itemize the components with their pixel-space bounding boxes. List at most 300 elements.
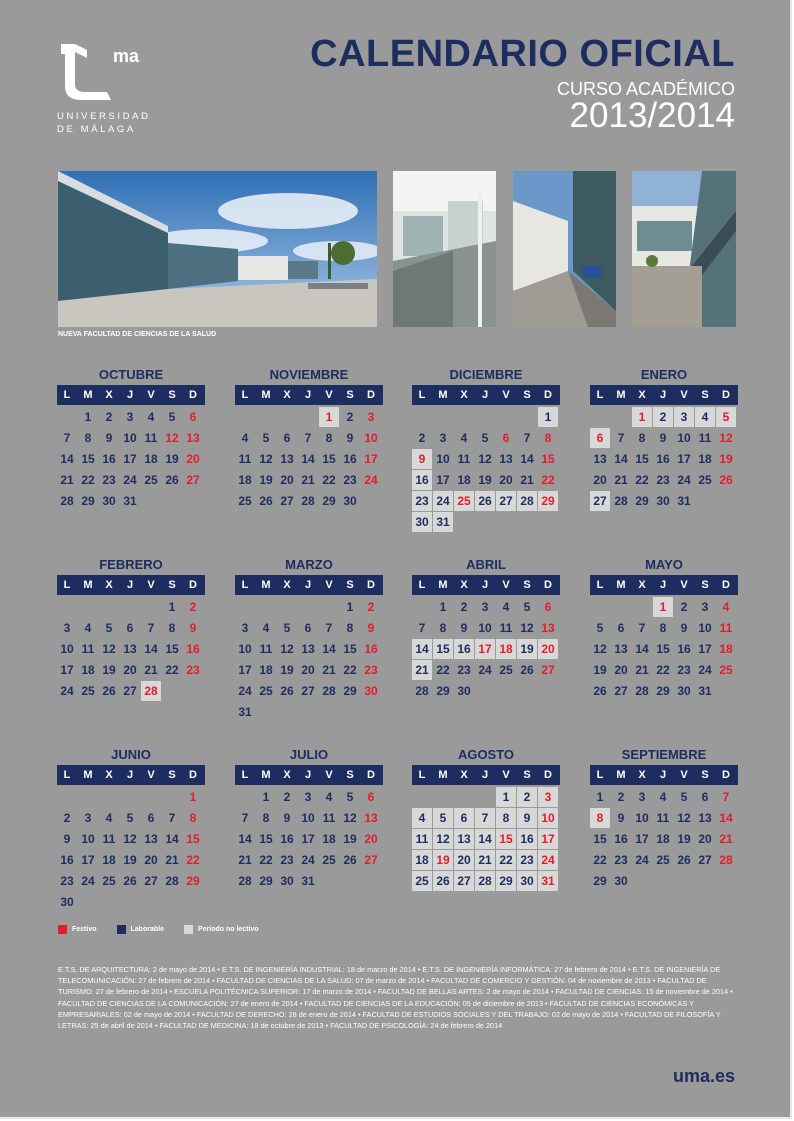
weekday-label: L: [63, 389, 71, 401]
month-name: NOVIEMBRE: [269, 367, 349, 382]
legend-item-festivo: [58, 925, 97, 934]
day-cell: 29: [78, 491, 98, 511]
month-name: MAYO: [645, 557, 683, 572]
weekday-label: X: [105, 389, 113, 401]
day-cell: 29: [496, 871, 516, 891]
empty-cell: [590, 597, 610, 617]
day-cell: 3: [433, 428, 453, 448]
day-cell: 30: [412, 512, 432, 532]
day-cell: 19: [340, 829, 360, 849]
day-cell: 26: [277, 681, 297, 701]
day-cell: 21: [517, 470, 537, 490]
day-cell: 27: [695, 850, 715, 870]
day-cell: 28: [298, 491, 318, 511]
day-cell: 18: [235, 470, 255, 490]
day-cell: 11: [256, 639, 276, 659]
day-cell: 31: [695, 681, 715, 701]
day-cell: 17: [632, 829, 652, 849]
day-cell: 14: [716, 808, 736, 828]
day-cell: 14: [412, 639, 432, 659]
day-cell: 21: [141, 660, 161, 680]
day-cell: 7: [475, 808, 495, 828]
day-cell: 5: [120, 808, 140, 828]
month-junio: [57, 746, 205, 912]
day-cell: 22: [256, 850, 276, 870]
day-cell: 4: [716, 597, 736, 617]
day-cell: 15: [183, 829, 203, 849]
empty-cell: [611, 407, 631, 427]
month-agosto: [412, 746, 560, 891]
page-title: CALENDARIO OFICIAL: [310, 33, 735, 75]
day-cell: 27: [120, 681, 140, 701]
day-grid: [57, 787, 205, 912]
day-cell: 29: [319, 491, 339, 511]
day-cell: 6: [277, 428, 297, 448]
day-cell: 7: [517, 428, 537, 448]
day-cell: 6: [695, 787, 715, 807]
day-cell: 5: [716, 407, 736, 427]
day-cell: 11: [454, 449, 474, 469]
day-cell: 5: [674, 787, 694, 807]
empty-cell: [517, 407, 537, 427]
weekday-label: D: [722, 579, 730, 591]
day-cell: 24: [632, 850, 652, 870]
day-cell: 14: [162, 829, 182, 849]
day-cell: 22: [496, 850, 516, 870]
day-cell: 13: [120, 639, 140, 659]
day-cell: 15: [340, 639, 360, 659]
day-cell: 13: [361, 808, 381, 828]
day-cell: 15: [496, 829, 516, 849]
day-cell: 27: [361, 850, 381, 870]
day-grid: [590, 407, 738, 511]
day-cell: 25: [319, 850, 339, 870]
no-lectivo-swatch: [184, 925, 193, 934]
empty-cell: [78, 597, 98, 617]
weekday-label: J: [481, 769, 489, 781]
uma-logo: [57, 40, 167, 136]
day-cell: 20: [141, 850, 161, 870]
day-cell: 30: [99, 491, 119, 511]
weekday-label: S: [523, 579, 531, 591]
website-link[interactable]: uma.es: [672, 1066, 735, 1086]
day-cell: 7: [716, 787, 736, 807]
day-cell: 30: [611, 871, 631, 891]
day-cell: 11: [99, 829, 119, 849]
day-cell: 19: [433, 850, 453, 870]
weekday-header: [412, 575, 560, 595]
day-cell: 3: [632, 787, 652, 807]
day-cell: 21: [235, 850, 255, 870]
day-cell: 2: [340, 407, 360, 427]
day-cell: 7: [141, 618, 161, 638]
day-cell: 6: [361, 787, 381, 807]
day-cell: 17: [538, 829, 558, 849]
month-diciembre: [412, 366, 560, 532]
empty-cell: [235, 407, 255, 427]
month-name: SEPTIEMBRE: [621, 747, 707, 762]
day-cell: 31: [120, 491, 140, 511]
day-cell: 22: [162, 660, 182, 680]
day-cell: 18: [454, 470, 474, 490]
day-cell: 21: [475, 850, 495, 870]
weekday-header: [590, 765, 738, 785]
day-cell: 24: [361, 470, 381, 490]
day-cell: 22: [632, 470, 652, 490]
day-cell: 19: [120, 850, 140, 870]
day-cell: 10: [475, 618, 495, 638]
weekday-label: X: [105, 579, 113, 591]
day-cell: 13: [141, 829, 161, 849]
empty-cell: [611, 597, 631, 617]
day-cell: 26: [716, 470, 736, 490]
empty-cell: [590, 407, 610, 427]
day-cell: 27: [454, 871, 474, 891]
day-cell: 6: [120, 618, 140, 638]
day-cell: 18: [141, 449, 161, 469]
day-cell: 6: [183, 407, 203, 427]
weekday-label: V: [502, 579, 510, 591]
day-cell: 11: [412, 829, 432, 849]
day-cell: 25: [695, 470, 715, 490]
legend-label-festivo: Festivo: [72, 926, 97, 933]
day-cell: 8: [538, 428, 558, 448]
day-cell: 2: [517, 787, 537, 807]
weekday-header: [590, 575, 738, 595]
day-cell: 16: [454, 639, 474, 659]
weekday-header: [235, 575, 383, 595]
day-cell: 10: [695, 618, 715, 638]
day-cell: 11: [141, 428, 161, 448]
day-cell: 26: [590, 681, 610, 701]
day-cell: 24: [475, 660, 495, 680]
day-cell: 28: [57, 491, 77, 511]
weekday-header: [57, 575, 205, 595]
day-cell: 7: [632, 618, 652, 638]
month-noviembre: [235, 366, 383, 511]
day-cell: 14: [611, 449, 631, 469]
day-cell: 16: [412, 470, 432, 490]
photo-caption: NUEVA FACULTAD DE CIENCIAS DE LA SALUD: [58, 331, 217, 338]
day-cell: 9: [340, 428, 360, 448]
day-cell: 4: [454, 428, 474, 448]
empty-cell: [162, 787, 182, 807]
weekday-label: M: [438, 579, 448, 591]
day-cell: 8: [433, 618, 453, 638]
day-cell: 23: [517, 850, 537, 870]
day-cell: 1: [653, 597, 673, 617]
university-line-1: UNIVERSIDAD: [57, 111, 151, 122]
day-cell: 4: [99, 808, 119, 828]
legend-label-no-lectivo: Período no lectivo: [197, 926, 259, 933]
day-cell: 25: [256, 681, 276, 701]
day-cell: 12: [340, 808, 360, 828]
day-cell: 23: [674, 660, 694, 680]
month-mayo: [590, 556, 738, 701]
day-cell: 30: [454, 681, 474, 701]
weekday-label: M: [83, 579, 93, 591]
weekday-label: D: [722, 769, 730, 781]
day-cell: 4: [235, 428, 255, 448]
day-cell: 17: [674, 449, 694, 469]
day-cell: 11: [496, 618, 516, 638]
month-name: FEBRERO: [99, 557, 163, 572]
day-cell: 14: [57, 449, 77, 469]
day-cell: 10: [120, 428, 140, 448]
day-cell: 7: [162, 808, 182, 828]
day-cell: 19: [716, 449, 736, 469]
day-cell: 10: [78, 829, 98, 849]
weekday-label: J: [481, 579, 489, 591]
day-grid: [412, 787, 560, 891]
month-name: JULIO: [289, 747, 329, 762]
day-cell: 13: [183, 428, 203, 448]
day-cell: 7: [319, 618, 339, 638]
weekday-label: M: [438, 389, 448, 401]
weekday-label: S: [168, 769, 176, 781]
day-cell: 3: [235, 618, 255, 638]
weekday-label: J: [126, 579, 134, 591]
day-cell: 4: [695, 407, 715, 427]
day-cell: 21: [298, 470, 318, 490]
day-cell: 15: [433, 639, 453, 659]
day-cell: 20: [538, 639, 558, 659]
title-block: [310, 34, 735, 134]
day-cell: 15: [256, 829, 276, 849]
day-cell: 11: [319, 808, 339, 828]
day-cell: 17: [475, 639, 495, 659]
academic-year: 2013/2014: [569, 96, 735, 135]
day-cell: 6: [538, 597, 558, 617]
day-cell: 17: [298, 829, 318, 849]
day-cell: 12: [716, 428, 736, 448]
empty-cell: [235, 787, 255, 807]
day-cell: 16: [361, 639, 381, 659]
day-cell: 29: [653, 681, 673, 701]
day-cell: 30: [57, 892, 77, 912]
day-cell: 31: [538, 871, 558, 891]
weekday-label: J: [659, 389, 667, 401]
day-cell: 16: [653, 449, 673, 469]
day-cell: 20: [695, 829, 715, 849]
day-cell: 16: [99, 449, 119, 469]
weekday-label: V: [147, 769, 155, 781]
weekday-label: D: [367, 769, 375, 781]
day-cell: 19: [475, 470, 495, 490]
uma-logo-mark: [57, 40, 157, 104]
weekday-label: L: [418, 389, 426, 401]
day-cell: 28: [319, 681, 339, 701]
empty-cell: [99, 787, 119, 807]
month-enero: [590, 366, 738, 511]
day-cell: 16: [57, 850, 77, 870]
day-cell: 31: [433, 512, 453, 532]
empty-cell: [433, 407, 453, 427]
day-cell: 21: [319, 660, 339, 680]
day-cell: 29: [256, 871, 276, 891]
weekday-label: V: [325, 389, 333, 401]
day-cell: 9: [277, 808, 297, 828]
weekday-label: J: [304, 769, 312, 781]
weekday-header: [57, 385, 205, 405]
day-cell: 24: [538, 850, 558, 870]
weekday-label: M: [83, 389, 93, 401]
day-cell: 10: [674, 428, 694, 448]
day-cell: 16: [277, 829, 297, 849]
weekday-label: J: [304, 389, 312, 401]
empty-cell: [454, 407, 474, 427]
day-cell: 18: [653, 829, 673, 849]
day-cell: 24: [235, 681, 255, 701]
weekday-label: L: [418, 769, 426, 781]
day-cell: 27: [298, 681, 318, 701]
day-cell: 20: [298, 660, 318, 680]
day-cell: 17: [235, 660, 255, 680]
day-cell: 30: [674, 681, 694, 701]
day-cell: 11: [653, 808, 673, 828]
day-cell: 4: [496, 597, 516, 617]
day-cell: 7: [235, 808, 255, 828]
day-cell: 9: [454, 618, 474, 638]
faculty-holidays-notes: E.T.S. DE ARQUITECTURA: 2 de mayo de 2014 • E.T.S. DE INGENIERÍA INDUSTRIAL: 18 de marzo de 2014 • E.T.S. DE INGENIERÍA INFORMÁTICA: 27 de febrero de 2014 • E.T.S. DE INGENIERÍA DE TELECOMUNICACIÓN: 27 de febrero de 2014 • FACULTAD DE CIENCIAS DE LA SALUD: 07 de marzo de 2014 • FACULTAD DE COMERCIO Y GESTIÓN: 04 de noviembre de 2013 • FACULTAD DE TURISMO: 27 de febrero de 2014 • ESCUELA POLITÉCNICA SUPERIOR: 17 de marzo de 2014 • FACULTAD DE BELLAS ARTES: 2 de mayo de 2014 • FACULTAD DE CIENCIAS: 15 de noviembre de 2014 • FACULTAD DE CIENCIAS DE LA COMUNICACIÓN: 27 de enero de 2014 • FACULTAD DE CIENCIAS DE LA EDUCACIÓN: 05 de diciembre de 2013 • FACULTAD DE CIENCIAS ECONÓMICAS Y EMPRESARIALES: 02 de mayo de 2014 • FACULTAD DE DERECHO: 28 de enero de 2014 • FACULTAD DE ESTUDIOS SOCIALES Y DEL TRABAJO: 02 de mayo de 2014 • FACULTAD DE FILOSOFÍA Y LETRAS: 25 de abril de 2014 • FACULTAD DE MEDICINA: 18 de octubre de 2013 • FACULTAD DE PSICOLOGÍA: 24 de febrero de 2014: [58, 965, 733, 1031]
day-cell: 13: [611, 639, 631, 659]
day-cell: 18: [716, 639, 736, 659]
day-cell: 24: [57, 681, 77, 701]
day-cell: 14: [298, 449, 318, 469]
day-cell: 18: [412, 850, 432, 870]
day-cell: 24: [78, 871, 98, 891]
weekday-label: L: [241, 389, 249, 401]
weekday-label: S: [523, 389, 531, 401]
day-cell: 13: [538, 618, 558, 638]
day-cell: 3: [475, 597, 495, 617]
day-cell: 26: [99, 681, 119, 701]
month-abril: [412, 556, 560, 701]
day-cell: 25: [496, 660, 516, 680]
weekday-label: D: [367, 579, 375, 591]
weekday-label: M: [616, 579, 626, 591]
day-cell: 16: [340, 449, 360, 469]
day-cell: 27: [611, 681, 631, 701]
day-cell: 2: [454, 597, 474, 617]
day-cell: 25: [454, 491, 474, 511]
day-cell: 16: [183, 639, 203, 659]
day-cell: 3: [361, 407, 381, 427]
day-cell: 28: [412, 681, 432, 701]
day-cell: 30: [517, 871, 537, 891]
day-cell: 11: [716, 618, 736, 638]
day-cell: 27: [496, 491, 516, 511]
day-cell: 2: [653, 407, 673, 427]
day-cell: 4: [78, 618, 98, 638]
weekday-label: S: [346, 389, 354, 401]
weekday-label: X: [283, 769, 291, 781]
day-cell: 22: [653, 660, 673, 680]
month-name: ENERO: [640, 367, 688, 382]
weekday-label: D: [189, 769, 197, 781]
day-cell: 9: [183, 618, 203, 638]
day-cell: 8: [496, 808, 516, 828]
day-cell: 15: [653, 639, 673, 659]
weekday-label: J: [659, 769, 667, 781]
empty-cell: [99, 597, 119, 617]
weekday-header: [235, 765, 383, 785]
day-cell: 21: [611, 470, 631, 490]
empty-cell: [141, 597, 161, 617]
weekday-header: [235, 385, 383, 405]
day-cell: 14: [517, 449, 537, 469]
day-cell: 26: [120, 871, 140, 891]
weekday-label: D: [544, 389, 552, 401]
weekday-label: M: [261, 769, 271, 781]
day-cell: 12: [674, 808, 694, 828]
weekday-label: V: [147, 579, 155, 591]
day-cell: 15: [632, 449, 652, 469]
day-cell: 8: [256, 808, 276, 828]
day-cell: 23: [277, 850, 297, 870]
day-cell: 9: [361, 618, 381, 638]
day-cell: 25: [235, 491, 255, 511]
day-cell: 31: [298, 871, 318, 891]
empty-cell: [454, 787, 474, 807]
day-cell: 6: [141, 808, 161, 828]
day-cell: 12: [256, 449, 276, 469]
empty-cell: [277, 407, 297, 427]
day-cell: 19: [99, 660, 119, 680]
day-cell: 17: [695, 639, 715, 659]
weekday-label: V: [502, 389, 510, 401]
day-cell: 27: [590, 491, 610, 511]
weekday-label: S: [168, 579, 176, 591]
weekday-label: S: [523, 769, 531, 781]
day-cell: 22: [340, 660, 360, 680]
month-name: OCTUBRE: [98, 367, 164, 382]
day-cell: 29: [433, 681, 453, 701]
weekday-label: M: [616, 769, 626, 781]
day-cell: 1: [433, 597, 453, 617]
day-cell: 5: [340, 787, 360, 807]
day-cell: 16: [674, 639, 694, 659]
day-cell: 5: [256, 428, 276, 448]
day-cell: 6: [496, 428, 516, 448]
day-cell: 10: [433, 449, 453, 469]
day-cell: 9: [611, 808, 631, 828]
empty-cell: [412, 597, 432, 617]
day-cell: 1: [538, 407, 558, 427]
day-cell: 8: [590, 808, 610, 828]
day-cell: 7: [57, 428, 77, 448]
weekday-label: L: [63, 769, 71, 781]
day-cell: 13: [277, 449, 297, 469]
day-cell: 20: [454, 850, 474, 870]
weekday-label: X: [283, 579, 291, 591]
day-cell: 17: [433, 470, 453, 490]
day-cell: 3: [674, 407, 694, 427]
day-cell: 4: [141, 407, 161, 427]
weekday-header: [590, 385, 738, 405]
laborable-swatch: [117, 925, 126, 934]
day-cell: 7: [298, 428, 318, 448]
day-cell: 8: [632, 428, 652, 448]
weekday-label: D: [189, 389, 197, 401]
day-cell: 7: [412, 618, 432, 638]
weekday-label: X: [460, 769, 468, 781]
day-cell: 1: [319, 407, 339, 427]
day-cell: 22: [183, 850, 203, 870]
month-julio: [235, 746, 383, 891]
day-cell: 25: [412, 871, 432, 891]
day-cell: 1: [78, 407, 98, 427]
